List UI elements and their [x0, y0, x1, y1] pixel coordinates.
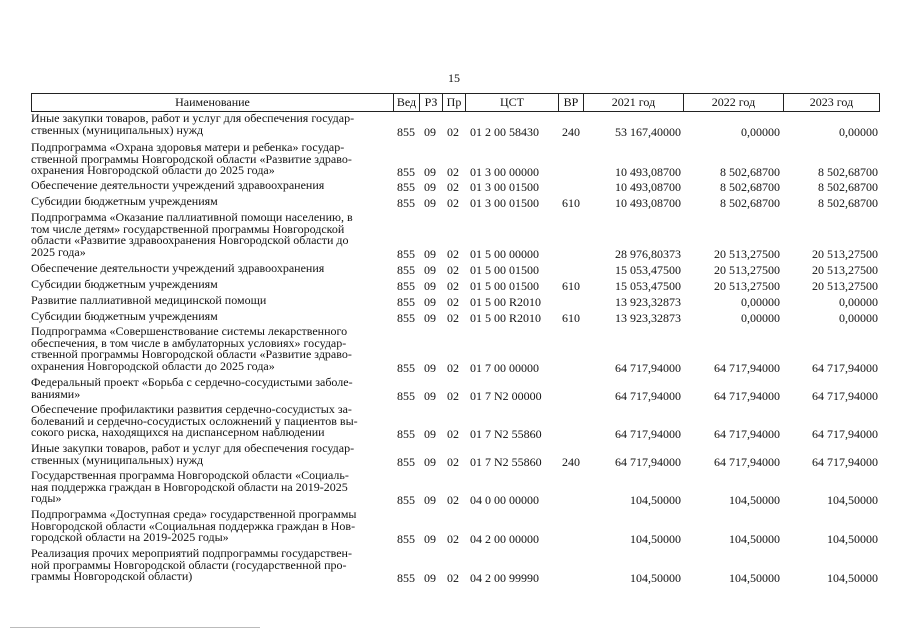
- cell-ved: 855: [397, 427, 415, 441]
- cell-rz: 09: [424, 311, 436, 325]
- cell-rz: 09: [424, 532, 436, 546]
- cell-y2021: 64 717,94000: [615, 389, 681, 403]
- header-2022: 2022 год: [711, 95, 756, 109]
- cell-y2021: 104,50000: [630, 532, 681, 546]
- cell-pr: 02: [447, 165, 459, 179]
- cell-y2022: 0,00000: [741, 125, 780, 139]
- cell-rz: 09: [424, 389, 436, 403]
- cell-ved: 855: [397, 125, 415, 139]
- cell-vr: 240: [562, 455, 580, 469]
- cell-rz: 09: [424, 263, 436, 277]
- cell-pr: 02: [447, 295, 459, 309]
- cell-y2022: 20 513,27500: [714, 263, 780, 277]
- cell-rz: 09: [424, 571, 436, 585]
- cell-rz: 09: [424, 427, 436, 441]
- cell-cst: 01 3 00 01500: [470, 180, 539, 194]
- row-name: Государственная программа Новгородской области «Социаль- ная поддержка граждан в Новгородской области на 2019-2025 годы»: [31, 468, 349, 505]
- cell-cst: 01 7 N2 00000: [470, 389, 542, 403]
- cell-y2022: 0,00000: [741, 311, 780, 325]
- cell-pr: 02: [447, 532, 459, 546]
- cell-y2021: 10 493,08700: [615, 165, 681, 179]
- cell-rz: 09: [424, 361, 436, 375]
- cell-ved: 855: [397, 532, 415, 546]
- cell-rz: 09: [424, 165, 436, 179]
- cell-ved: 855: [397, 311, 415, 325]
- cell-y2021: 64 717,94000: [615, 455, 681, 469]
- cell-ved: 855: [397, 493, 415, 507]
- cell-pr: 02: [447, 389, 459, 403]
- cell-pr: 02: [447, 180, 459, 194]
- cell-y2022: 8 502,68700: [720, 196, 780, 210]
- cell-y2021: 15 053,47500: [615, 279, 681, 293]
- cell-y2022: 104,50000: [729, 571, 780, 585]
- cell-y2023: 0,00000: [839, 311, 878, 325]
- cell-y2021: 15 053,47500: [615, 263, 681, 277]
- row-name: Субсидии бюджетным учреждениям: [31, 309, 218, 323]
- cell-cst: 01 7 00 00000: [470, 361, 539, 375]
- cell-y2023: 0,00000: [839, 295, 878, 309]
- cell-ved: 855: [397, 279, 415, 293]
- cell-y2023: 64 717,94000: [812, 427, 878, 441]
- row-name: Обеспечение деятельности учреждений здравоохранения: [31, 261, 325, 275]
- cell-vr: 610: [562, 311, 580, 325]
- cell-ved: 855: [397, 196, 415, 210]
- cell-y2022: 64 717,94000: [714, 427, 780, 441]
- cell-rz: 09: [424, 455, 436, 469]
- cell-y2021: 64 717,94000: [615, 361, 681, 375]
- cell-y2023: 64 717,94000: [812, 361, 878, 375]
- cell-y2022: 20 513,27500: [714, 247, 780, 261]
- header-pr: Пр: [446, 95, 462, 109]
- cell-cst: 01 7 N2 55860: [470, 455, 542, 469]
- row-name: Иные закупки товаров, работ и услуг для обеспечения государ- ственных (муниципальных) нужд: [31, 111, 355, 137]
- header-cst: ЦСТ: [500, 95, 524, 109]
- row-name: Субсидии бюджетным учреждениям: [31, 194, 218, 208]
- cell-ved: 855: [397, 571, 415, 585]
- header-name: Наименование: [175, 95, 250, 109]
- cell-y2021: 13 923,32873: [615, 311, 681, 325]
- table-header: [31, 93, 880, 112]
- cell-ved: 855: [397, 165, 415, 179]
- cell-y2023: 8 502,68700: [818, 180, 878, 194]
- row-name: Подпрограмма «Охрана здоровья матери и ребенка» государ- ственной программы Новгородской области «Развитие здраво- охранения Новгородской области до 2025 года»: [31, 140, 352, 177]
- cell-ved: 855: [397, 455, 415, 469]
- cell-y2021: 64 717,94000: [615, 427, 681, 441]
- cell-y2022: 8 502,68700: [720, 165, 780, 179]
- cell-y2021: 10 493,08700: [615, 180, 681, 194]
- cell-cst: 04 0 00 00000: [470, 493, 539, 507]
- cell-y2021: 10 493,08700: [615, 196, 681, 210]
- cell-ved: 855: [397, 389, 415, 403]
- cell-y2022: 104,50000: [729, 532, 780, 546]
- cell-y2023: 104,50000: [827, 571, 878, 585]
- cell-ved: 855: [397, 295, 415, 309]
- row-name: Федеральный проект «Борьба с сердечно-сосудистыми заболе- ваниями»: [31, 375, 353, 401]
- cell-y2022: 8 502,68700: [720, 180, 780, 194]
- cell-rz: 09: [424, 295, 436, 309]
- cell-y2023: 20 513,27500: [812, 263, 878, 277]
- row-name: Реализация прочих мероприятий подпрограммы государствен- ной программы Новгородской области (государственной про- граммы Новгородской области): [31, 546, 352, 583]
- cell-cst: 01 5 00 00000: [470, 247, 539, 261]
- cell-cst: 01 3 00 00000: [470, 165, 539, 179]
- cell-ved: 855: [397, 263, 415, 277]
- cell-y2023: 20 513,27500: [812, 247, 878, 261]
- cell-cst: 01 3 00 01500: [470, 196, 539, 210]
- cell-y2022: 104,50000: [729, 493, 780, 507]
- cell-vr: 610: [562, 279, 580, 293]
- cell-y2023: 104,50000: [827, 493, 878, 507]
- cell-ved: 855: [397, 180, 415, 194]
- cell-rz: 09: [424, 196, 436, 210]
- cell-y2022: 64 717,94000: [714, 389, 780, 403]
- cell-pr: 02: [447, 571, 459, 585]
- cell-ved: 855: [397, 361, 415, 375]
- cell-pr: 02: [447, 279, 459, 293]
- row-name: Подпрограмма «Оказание паллиативной помощи населению, в том числе детям» государственной программы Новгородской области «Развитие здравоохранения Новгородской области до 2025 года»: [31, 210, 353, 259]
- cell-y2021: 104,50000: [630, 571, 681, 585]
- cell-pr: 02: [447, 427, 459, 441]
- cell-pr: 02: [447, 361, 459, 375]
- cell-cst: 01 5 00 01500: [470, 263, 539, 277]
- cell-pr: 02: [447, 196, 459, 210]
- cell-y2022: 64 717,94000: [714, 455, 780, 469]
- cell-y2022: 0,00000: [741, 295, 780, 309]
- cell-y2022: 64 717,94000: [714, 361, 780, 375]
- cell-rz: 09: [424, 247, 436, 261]
- cell-vr: 240: [562, 125, 580, 139]
- cell-cst: 01 2 00 58430: [470, 125, 539, 139]
- header-ved: Вед: [396, 95, 417, 109]
- bottom-divider: [10, 627, 260, 628]
- cell-y2021: 13 923,32873: [615, 295, 681, 309]
- cell-pr: 02: [447, 125, 459, 139]
- cell-cst: 04 2 00 00000: [470, 532, 539, 546]
- cell-y2023: 64 717,94000: [812, 455, 878, 469]
- header-2023: 2023 год: [809, 95, 854, 109]
- cell-pr: 02: [447, 455, 459, 469]
- cell-y2021: 28 976,80373: [615, 247, 681, 261]
- cell-rz: 09: [424, 279, 436, 293]
- cell-y2021: 104,50000: [630, 493, 681, 507]
- row-name: Обеспечение деятельности учреждений здравоохранения: [31, 178, 325, 192]
- cell-pr: 02: [447, 247, 459, 261]
- cell-y2023: 20 513,27500: [812, 279, 878, 293]
- cell-vr: 610: [562, 196, 580, 210]
- cell-y2021: 53 167,40000: [615, 125, 681, 139]
- row-name: Подпрограмма «Совершенствование системы лекарственного обеспечения, в том числе в амбулаторных условиях» государ- ственной программы Новгородской области «Развитие здраво- охранения Новгородской области до 2025 года»: [31, 324, 352, 373]
- cell-y2023: 0,00000: [839, 125, 878, 139]
- row-name: Развитие паллиативной медицинской помощи: [31, 293, 267, 307]
- cell-rz: 09: [424, 125, 436, 139]
- header-vr: ВР: [563, 95, 579, 109]
- cell-cst: 04 2 00 99990: [470, 571, 539, 585]
- row-name: Обеспечение профилактики развития сердечно-сосудистых за- болеваний и сердечно-сосудистых осложнений у пациентов вы- сокого риска, находящихся на диспансерном наблюдении: [31, 402, 358, 439]
- cell-cst: 01 5 00 01500: [470, 279, 539, 293]
- row-name: Иные закупки товаров, работ и услуг для обеспечения государ- ственных (муниципальных) нужд: [31, 441, 355, 467]
- cell-y2023: 104,50000: [827, 532, 878, 546]
- cell-cst: 01 5 00 R2010: [470, 295, 542, 309]
- cell-cst: 01 7 N2 55860: [470, 427, 542, 441]
- header-2021: 2021 год: [611, 95, 656, 109]
- cell-pr: 02: [447, 263, 459, 277]
- row-name: Субсидии бюджетным учреждениям: [31, 277, 218, 291]
- cell-pr: 02: [447, 311, 459, 325]
- row-name: Подпрограмма «Доступная среда» государственной программы Новгородской области «Социальная поддержка граждан в Нов- городской области на 2019-2025 годы»: [31, 507, 357, 544]
- header-rz: РЗ: [424, 95, 438, 109]
- cell-pr: 02: [447, 493, 459, 507]
- cell-ved: 855: [397, 247, 415, 261]
- cell-y2023: 64 717,94000: [812, 389, 878, 403]
- cell-y2023: 8 502,68700: [818, 165, 878, 179]
- cell-rz: 09: [424, 493, 436, 507]
- cell-cst: 01 5 00 R2010: [470, 311, 542, 325]
- cell-y2023: 8 502,68700: [818, 196, 878, 210]
- cell-y2022: 20 513,27500: [714, 279, 780, 293]
- page-number: 15: [448, 71, 460, 85]
- cell-rz: 09: [424, 180, 436, 194]
